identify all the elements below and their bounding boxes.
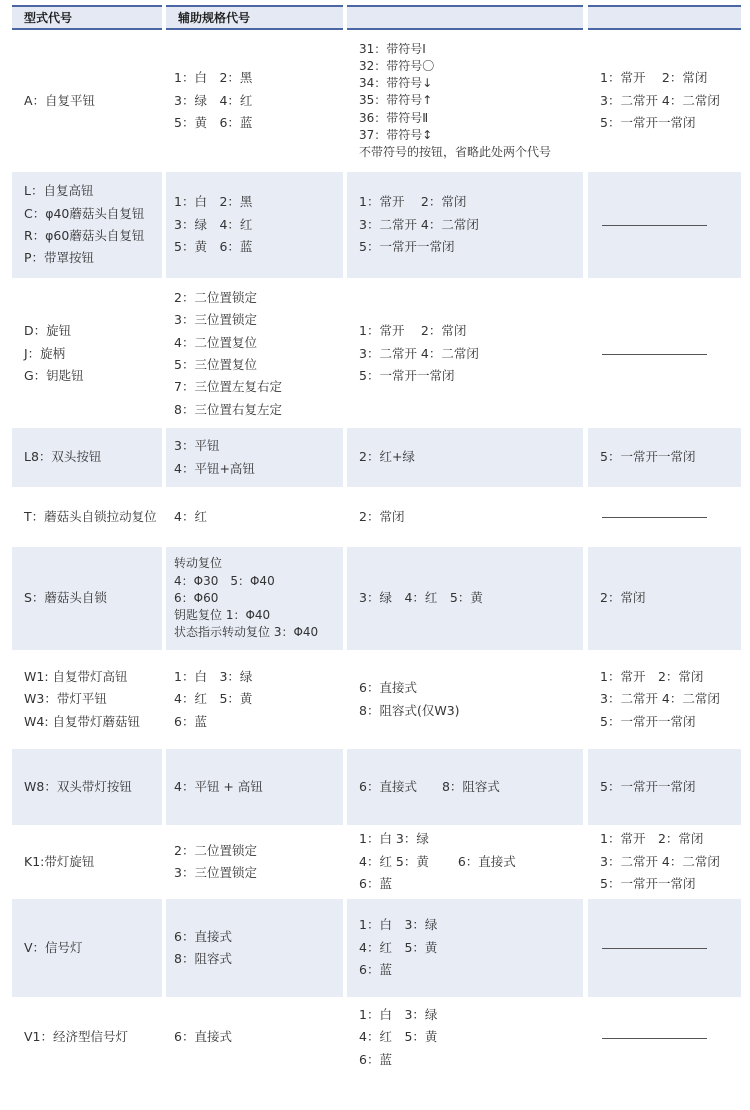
table-cell: [12, 827, 162, 897]
cell-line: 状态指示转动复位 3：Φ40: [174, 625, 319, 640]
cell-line: 6：直接式: [174, 928, 232, 944]
not-applicable-dash: [602, 1038, 707, 1039]
table-cell: [347, 652, 583, 747]
cell-line: G：钥匙钮: [24, 368, 84, 384]
cell-line: 1：白 3：绿: [359, 831, 429, 847]
cell-line: W3：带灯平钮: [24, 691, 107, 707]
cell-line: D：旋钮: [24, 323, 72, 339]
cell-line: 3：三位置锁定: [174, 312, 257, 328]
cell-line: 4：红 5：黄 6：直接式: [359, 853, 516, 869]
table-cell: [347, 999, 583, 1076]
cell-line: 4：红 5：黄: [359, 1029, 438, 1045]
table-cell: [588, 999, 741, 1076]
cell-line: 4：红 5：黄: [174, 691, 253, 707]
cell-line: 1：白 2：黑: [174, 70, 253, 86]
table-cell: [166, 749, 343, 825]
table-cell: [166, 282, 343, 426]
table-cell: [12, 172, 162, 278]
cell-line: 3：二常开 4：二常闭: [600, 92, 720, 108]
table-cell: [166, 999, 343, 1076]
table-cell: [588, 489, 741, 545]
cell-line: 1：常开 2：常闭: [359, 323, 467, 339]
cell-line: 6：蓝: [359, 962, 392, 978]
table-cell: [12, 282, 162, 426]
table-cell: [347, 489, 583, 545]
table-cell: [347, 827, 583, 897]
cell-line: 3：二常开 4：二常闭: [359, 345, 479, 361]
cell-line: 8：阻容式: [174, 951, 232, 966]
cell-line: 4：红: [174, 508, 207, 524]
cell-line: 6：直接式: [359, 680, 417, 696]
cell-line: 5：黄 6：蓝: [174, 239, 253, 255]
table-cell: [588, 899, 741, 997]
table-cell: [347, 172, 583, 278]
cell-line: W8：双头带灯按钮: [24, 778, 132, 794]
cell-line: 6：蓝: [359, 1051, 392, 1067]
cell-line: 6：直接式 8：阻容式: [359, 778, 500, 794]
cell-line: 3：二常开 4：二常闭: [600, 691, 720, 707]
table-cell: [166, 899, 343, 997]
cell-line: 3：平钮: [174, 438, 220, 454]
cell-line: 2：常闭: [359, 508, 405, 524]
cell-line: 5：一常开一常闭: [600, 778, 696, 794]
header-cell-4: [588, 5, 741, 30]
cell-line: 32：带符号〇: [359, 58, 435, 73]
not-applicable-dash: [602, 948, 707, 949]
cell-line: 不带符号的按钮，省略此处两个代号: [359, 145, 552, 159]
cell-line: 5：一常开一常闭: [359, 368, 455, 384]
cell-line: 4：平钮 + 高钮: [174, 778, 263, 794]
table-cell: [347, 749, 583, 825]
cell-line: 7：三位置左复右定: [174, 379, 282, 395]
cell-line: 转动复位: [174, 556, 223, 571]
cell-line: 8：阻容式(仅W3): [359, 702, 460, 718]
cell-line: S：蘑菇头自锁: [24, 590, 107, 606]
table-cell: [347, 428, 583, 487]
cell-line: 4：二位置复位: [174, 334, 257, 350]
cell-line: L：自复高钮: [24, 183, 94, 199]
table-cell: [166, 652, 343, 747]
table-cell: [166, 32, 343, 170]
cell-line: A：自复平钮: [24, 92, 96, 108]
cell-line: R：φ60蘑菇头自复钮: [24, 228, 145, 243]
cell-line: 5：一常开一常闭: [600, 115, 696, 131]
cell-line: 8：三位置右复左定: [174, 401, 282, 417]
table-cell: [588, 282, 741, 426]
header-cell-3: [347, 5, 583, 30]
cell-line: J：旋柄: [24, 345, 66, 361]
cell-line: 3：二常开 4：二常闭: [359, 216, 479, 232]
cell-line: W4: 自复带灯蘑菇钮: [24, 713, 140, 729]
table-cell: [588, 172, 741, 278]
cell-line: 6：Φ60: [174, 590, 219, 605]
not-applicable-dash: [602, 517, 707, 518]
cell-line: 1：常开 2：常闭: [359, 194, 467, 210]
cell-line: 3：绿 4：红 5：黄: [359, 590, 483, 606]
cell-line: 4：红 5：黄: [359, 939, 438, 955]
table-cell: [166, 827, 343, 897]
table-cell: [347, 547, 583, 650]
cell-line: 3：三位置锁定: [174, 865, 257, 880]
cell-line: 3：绿 4：红: [174, 92, 253, 108]
not-applicable-dash: [602, 225, 707, 226]
cell-line: W1: 自复带灯高钮: [24, 668, 128, 684]
table-cell: [166, 428, 343, 487]
cell-line: K1:带灯旋钮: [24, 853, 95, 869]
cell-line: 5：三位置复位: [174, 357, 257, 372]
cell-line: 31：带符号Ⅰ: [359, 41, 426, 56]
table-cell: [347, 32, 583, 170]
cell-line: V1：经济型信号灯: [24, 1029, 129, 1045]
cell-line: C：φ40蘑菇头自复钮: [24, 205, 145, 221]
cell-line: 1：白 3：绿: [174, 668, 253, 684]
cell-line: 2：二位置锁定: [174, 842, 257, 858]
cell-line: 1：白 3：绿: [359, 1006, 438, 1022]
table-cell: [588, 32, 741, 170]
cell-line: P：带罩按钮: [24, 250, 95, 266]
cell-line: 5：一常开一常闭: [600, 449, 696, 465]
cell-line: 1：白 2：黑: [174, 194, 253, 210]
cell-line: 1：常开 2：常闭: [600, 831, 704, 847]
table-cell: [347, 899, 583, 997]
cell-line: 35：带符号↑: [359, 93, 433, 108]
table-cell: [166, 172, 343, 278]
cell-line: 6：蓝: [174, 713, 207, 729]
cell-line: 34：带符号↓: [359, 76, 433, 91]
table-cell: [12, 489, 162, 545]
cell-line: 3：绿 4：红: [174, 216, 253, 232]
table-cell: [12, 547, 162, 650]
cell-line: 1：常开 2：常闭: [600, 70, 708, 86]
cell-line: 3：二常开 4：二常闭: [600, 853, 720, 869]
cell-line: T：蘑菇头自锁拉动复位: [24, 508, 157, 524]
cell-line: 2：二位置锁定: [174, 289, 257, 305]
table-cell: [12, 999, 162, 1076]
table-cell: [12, 32, 162, 170]
table-cell: [588, 827, 741, 897]
table-cell: [588, 652, 741, 747]
cell-line: 6：直接式: [174, 1029, 232, 1045]
cell-line: 5：一常开一常闭: [359, 239, 455, 255]
cell-line: 5：一常开一常闭: [600, 876, 696, 892]
cell-line: 6：蓝: [359, 876, 392, 892]
cell-line: 2：红+绿: [359, 449, 415, 465]
cell-line: 5：一常开一常闭: [600, 713, 696, 729]
table-cell: [12, 652, 162, 747]
table-cell: [166, 489, 343, 545]
cell-line: 4：平钮+高钮: [174, 460, 255, 476]
cell-line: 钥匙复位 1：Φ40: [174, 608, 271, 623]
cell-line: V：信号灯: [24, 939, 83, 955]
table-cell: [347, 282, 583, 426]
cell-line: L8：双头按钮: [24, 449, 102, 465]
table-cell: [588, 547, 741, 650]
header-cell-2: 辅助规格代号: [166, 5, 343, 30]
table-cell: [12, 749, 162, 825]
table-cell: [12, 428, 162, 487]
cell-line: 4：Φ30 5：Φ40: [174, 573, 275, 588]
cell-line: 1：白 3：绿: [359, 917, 438, 933]
not-applicable-dash: [602, 354, 707, 355]
cell-line: 1：常开 2：常闭: [600, 668, 704, 684]
header-cell-1: 型式代号: [12, 5, 162, 30]
table-cell: [588, 428, 741, 487]
cell-line: 2：常闭: [600, 590, 646, 606]
cell-line: 37：带符号↕: [359, 127, 433, 142]
table-cell: [166, 547, 343, 650]
cell-line: 5：黄 6：蓝: [174, 115, 253, 131]
table-cell: [12, 899, 162, 997]
cell-line: 36：带符号Ⅱ: [359, 110, 429, 125]
table-cell: [588, 749, 741, 825]
